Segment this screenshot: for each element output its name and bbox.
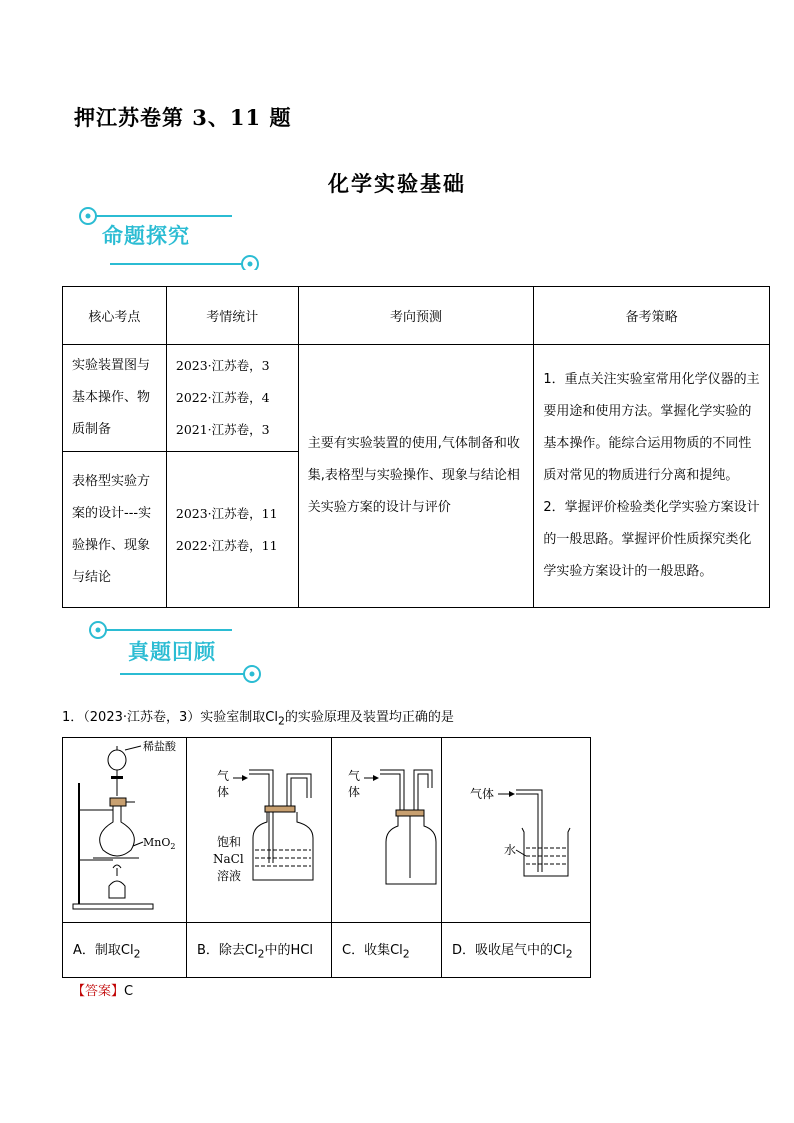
document-title: 押江苏卷第 3、11 题: [74, 105, 292, 130]
label-water: 水: [504, 843, 517, 857]
table-header-row: [63, 287, 770, 345]
forecast-cell: 主要有实验装置的使用,气体制备和收集,表格型与实验操作、现象与结论相关实验方案的设计与评价: [307, 436, 520, 515]
banner-label: 真题回顾: [128, 640, 216, 664]
answer-tag: 【答案】: [72, 984, 125, 999]
stat-line: 2022·江苏卷，11: [175, 537, 278, 553]
topic-cell: 表格型实验方案的设计---实验操作、现象与结论: [72, 473, 152, 585]
stats-cell: [168, 494, 297, 566]
strategy-cell: [535, 360, 768, 592]
stat-line: 2022·江苏卷，4: [175, 390, 270, 405]
option-d[interactable]: D．吸收尾气中的$Cl_2$: [442, 923, 591, 978]
label-nacl: NaCl: [213, 852, 244, 866]
figure-d-cell: [442, 738, 591, 923]
label-acid: 稀盐酸: [143, 740, 176, 753]
stat-line: 2023·江苏卷，11: [175, 505, 278, 521]
stat-line: 2021·江苏卷，3: [175, 422, 270, 437]
stat-line: 2023·江苏卷，3: [175, 358, 270, 373]
stem-text: 的实验原理及装置均正确的是: [284, 710, 454, 725]
question-stem: [62, 706, 454, 728]
figure-c-cell: [332, 738, 442, 923]
formula-subscript: 2: [277, 714, 285, 728]
label-solution: 溶液: [217, 869, 242, 883]
label-mno2: MnO$_2$: [143, 836, 176, 851]
apparatus-d-figure: [442, 738, 590, 918]
options-row: [63, 923, 591, 978]
apparatus-b-figure: [187, 738, 331, 918]
formula: Cl: [265, 710, 278, 725]
header-topic: 核心考点: [63, 287, 167, 345]
topic-cell: 实验装置图与基本操作、物质制备: [72, 358, 151, 437]
label-gas-c2: 体: [348, 785, 361, 799]
banner-review: [84, 618, 284, 684]
apparatus-c-figure: [332, 738, 441, 918]
figure-b-cell: [187, 738, 332, 923]
label-gas-d: 气体: [470, 787, 495, 801]
stem-text: 1．（2023·江苏卷，3）实验室制取: [62, 710, 266, 725]
option-b[interactable]: B．除去$Cl_2$中的HCl: [187, 923, 332, 978]
header-strategy: 备考策略: [534, 287, 770, 345]
label-gas-c1: 气: [348, 769, 361, 783]
section-title: 化学实验基础: [328, 171, 466, 196]
label-saturated: 饱和: [217, 835, 242, 849]
table-row: [63, 345, 770, 452]
option-c[interactable]: C．收集$Cl_2$: [332, 923, 442, 978]
stats-cell: [168, 346, 297, 450]
header-stats: 考情统计: [166, 287, 298, 345]
figure-a-cell: [63, 738, 187, 923]
header-forecast: 考向预测: [298, 287, 534, 345]
exam-analysis-table: [62, 286, 770, 608]
label-gas-b2: 体: [217, 785, 230, 799]
banner-exploration: [74, 204, 274, 270]
banner-label: 命题探究: [102, 224, 190, 248]
label-gas-b1: 气: [217, 769, 230, 783]
strategy-item: 2．掌握评价检验类化学实验方案设计的一般思路。掌握评价性质探究类化学实验方案设计的一般思路。: [543, 500, 760, 579]
answer: [72, 980, 133, 999]
apparatus-a-figure: [63, 738, 186, 918]
option-a[interactable]: A．制取$Cl_2$: [63, 923, 187, 978]
strategy-item: 1．重点关注实验室常用化学仪器的主要用途和使用方法。掌握化学实验的基本操作。能综合运用物质的不同性质对常见的物质进行分离和提纯。: [543, 372, 760, 483]
question-options-table: [62, 737, 591, 978]
answer-value: C: [124, 984, 134, 999]
